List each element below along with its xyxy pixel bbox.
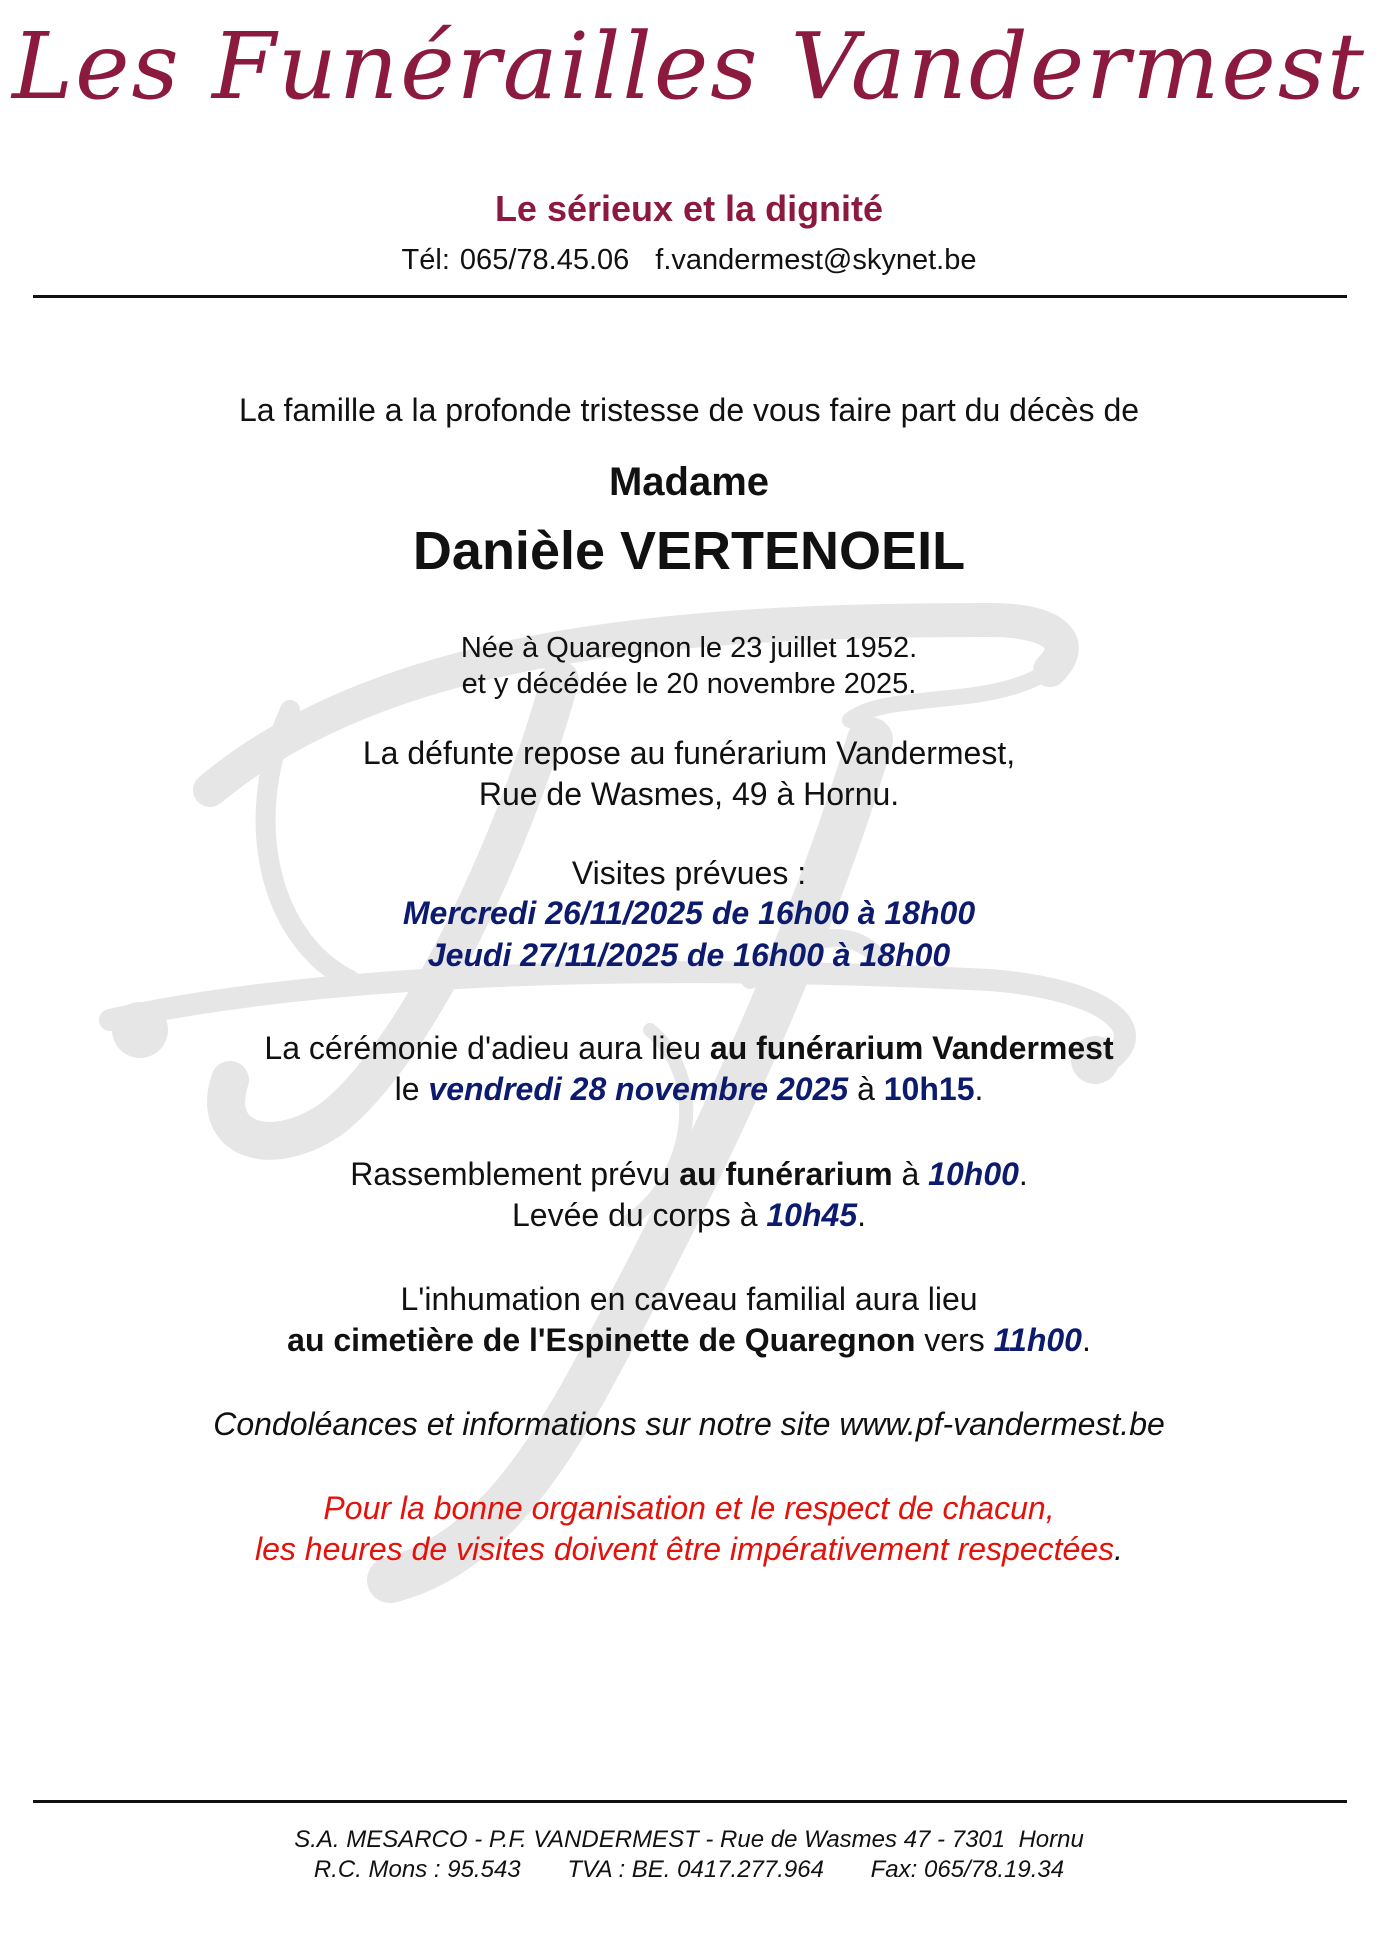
burial-vers: vers	[915, 1322, 994, 1358]
ceremony-place: au funérarium Vandermest	[709, 1030, 1114, 1066]
burial-end: .	[1081, 1322, 1091, 1358]
deceased-name: Danièle VERTENOEIL	[412, 521, 966, 581]
footer-line-2: R.C. Mons : 95.543 TVA : BE. 0417.277.964 Fax: 065/78.19.34	[313, 1856, 1065, 1883]
ceremony-line-2	[0, 1071, 1378, 1108]
bottom-divider	[33, 1800, 1347, 1803]
footer-line-1: S.A. MESARCO - P.F. VANDERMEST - Rue de Wasmes 47 - 7301 Hornu	[294, 1826, 1084, 1853]
tagline: Le sérieux et la dignité	[494, 188, 884, 229]
gathering-time: 10h00	[928, 1156, 1019, 1192]
contact-line	[0, 244, 1378, 277]
visit-2: Jeudi 27/11/2025 de 16h00 à 18h00	[427, 937, 951, 973]
ceremony-date: vendredi 28 novembre 2025	[428, 1071, 849, 1107]
deceased-title: Madame	[608, 460, 770, 504]
notice-line-2	[0, 1531, 1378, 1568]
ceremony-time: 10h15	[883, 1071, 975, 1107]
visits-label: Visites prévues :	[571, 855, 807, 891]
death-text: et y décédée le 20 novembre 2025.	[461, 668, 917, 700]
gathering-a: à	[892, 1156, 929, 1192]
gathering-prefix: Rassemblement prévu	[350, 1156, 680, 1192]
levee-time: 10h45	[766, 1197, 858, 1233]
burial-time: 11h00	[993, 1322, 1082, 1358]
burial-place: au cimetière de l'Espinette de Quaregnon	[287, 1322, 916, 1358]
intro-text: La famille a la profonde tristesse de vous faire part du décès de	[238, 392, 1140, 428]
gathering-line	[0, 1156, 1378, 1193]
notice-end: .	[1114, 1531, 1123, 1567]
ceremony-line-1	[0, 1030, 1378, 1067]
phone: Tél: 065/78.45.06	[401, 244, 630, 276]
birth-text: Née à Quaregnon le 23 juillet 1952.	[460, 632, 918, 664]
repose-line-1: La défunte repose au funérarium Vandermest,	[362, 735, 1016, 771]
burial-line-1: L'inhumation en caveau familial aura lieu	[400, 1281, 978, 1317]
notice-text: les heures de visites doivent être impérativement respectées	[255, 1531, 1115, 1567]
condolences-text: Condoléances et informations sur notre site www.pf-vandermest.be	[213, 1406, 1165, 1442]
top-divider	[33, 295, 1347, 298]
brand-title: Les Funérailles Vandermest	[11, 13, 1367, 120]
burial-line-2	[0, 1322, 1378, 1359]
levee-end: .	[857, 1197, 866, 1233]
visit-1: Mercredi 26/11/2025 de 16h00 à 18h00	[402, 895, 976, 931]
ceremony-end: .	[974, 1071, 984, 1107]
notice-line-1: Pour la bonne organisation et le respect de chacun,	[323, 1490, 1055, 1526]
levee-line	[0, 1197, 1378, 1234]
levee-prefix: Levée du corps à	[511, 1197, 767, 1233]
ceremony-a: à	[848, 1071, 884, 1107]
gathering-place: au funérarium	[679, 1156, 893, 1192]
repose-line-2: Rue de Wasmes, 49 à Hornu.	[478, 776, 900, 812]
gathering-end: .	[1018, 1156, 1028, 1192]
email: f.vandermest@skynet.be	[655, 244, 977, 276]
ceremony-prefix: La cérémonie d'adieu aura lieu	[264, 1030, 710, 1066]
ceremony-le: le	[394, 1071, 429, 1107]
